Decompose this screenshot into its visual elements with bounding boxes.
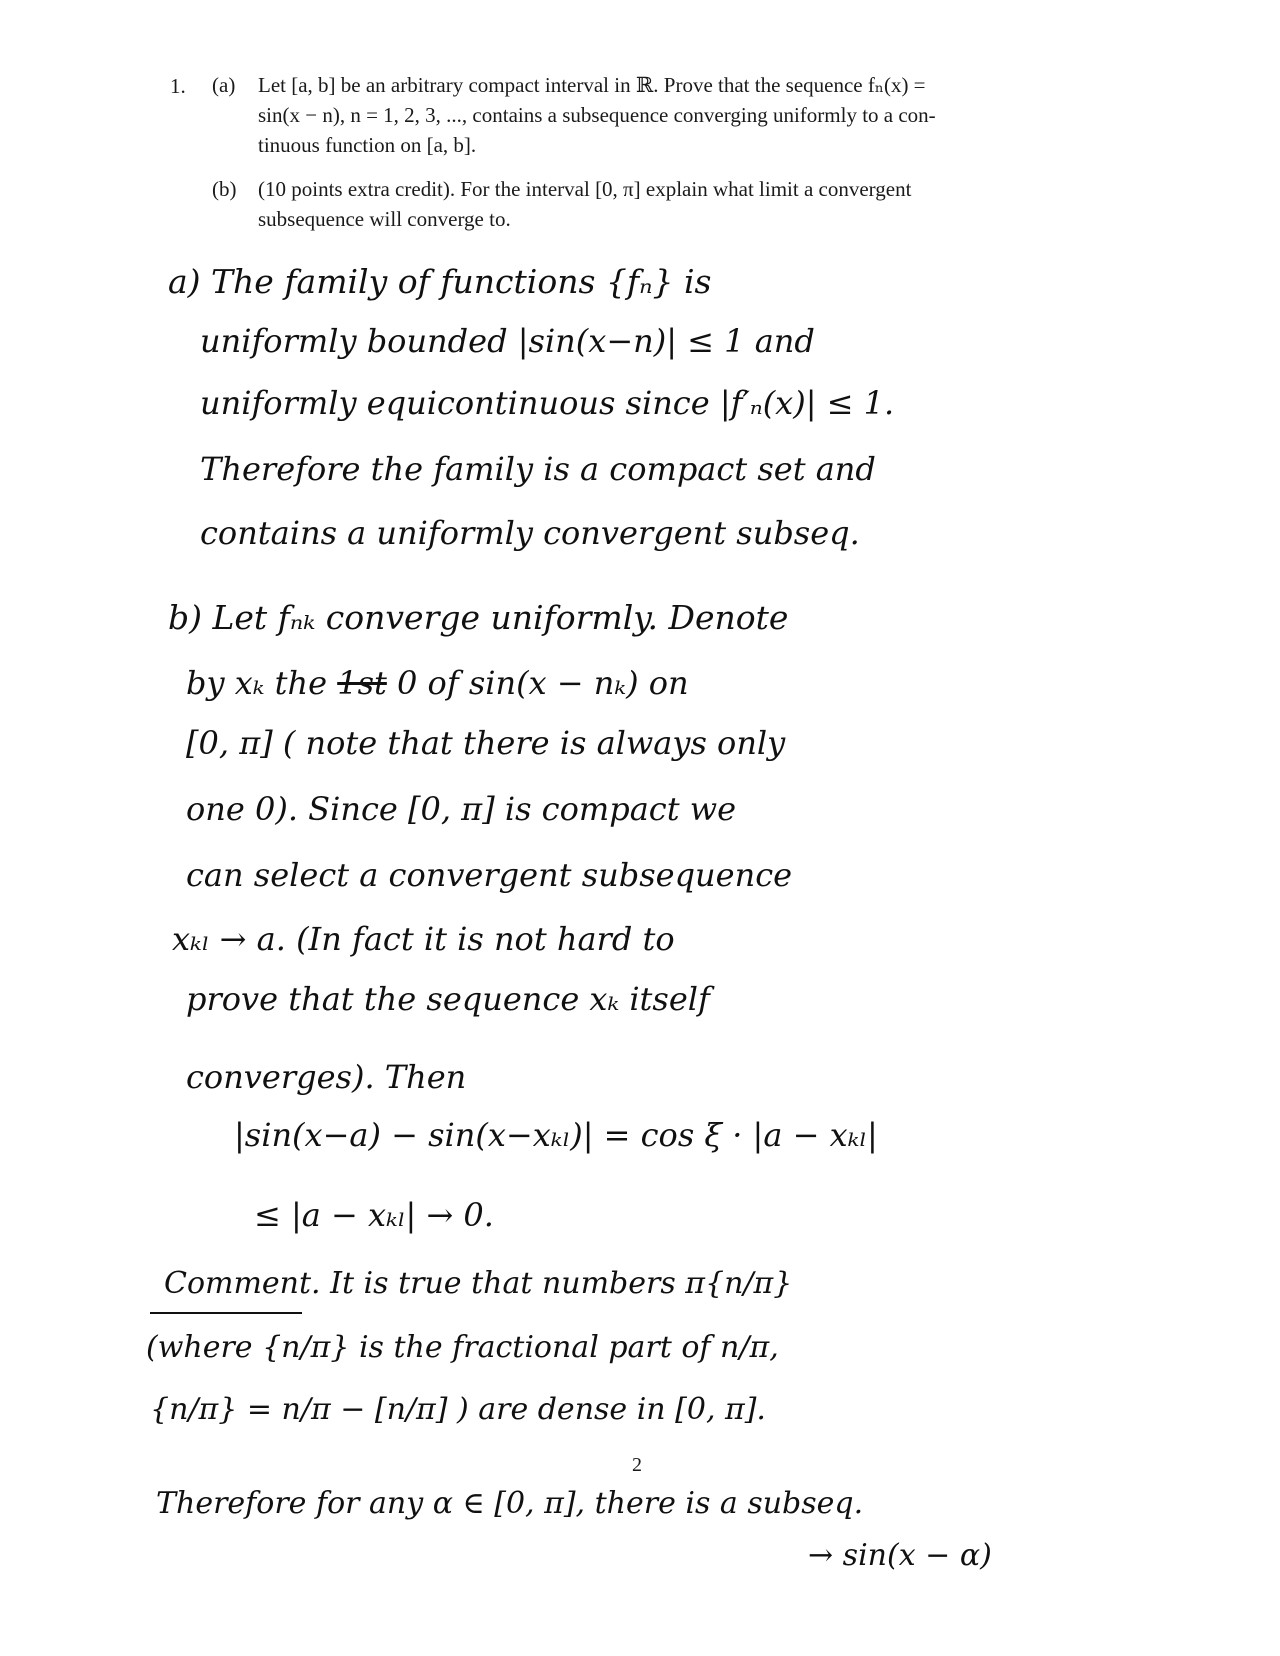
solution-a-line: a) The family of functions {fₙ} is <box>168 262 712 301</box>
part-a-label: (a) <box>212 73 236 97</box>
solution-a-line: uniformly bounded |sin(x−n)| ≤ 1 and <box>200 322 815 360</box>
equation-line: |sin(x−a) − sin(x−xₖₗ)| = cos ξ · |a − xₖₗ| <box>234 1116 878 1154</box>
comment-line: (where {n/π} is the fractional part of n/π, <box>146 1330 779 1365</box>
problem-number: 1. <box>170 74 186 98</box>
solution-a-line: Therefore the family is a compact set and <box>200 450 876 488</box>
solution-a-line: contains a uniformly convergent subseq. <box>200 514 860 552</box>
solution-b-line-rest: 0 of sin(x − nₖ) on <box>386 664 689 702</box>
solution-b-line-start: by xₖ the <box>186 664 328 702</box>
comment-line: → sin(x − α) <box>808 1538 992 1573</box>
solution-b-line <box>186 664 689 702</box>
solution-b-line: [0, π] ( note that there is always only <box>186 724 786 762</box>
part-b-label: (b) <box>212 177 237 201</box>
solution-b-line: can select a convergent subsequence <box>186 856 793 894</box>
comment-underline <box>150 1312 302 1314</box>
solution-b-line: b) Let fₙₖ converge uniformly. Denote <box>168 598 789 637</box>
part-a-line: Let [a, b] be an arbitrary compact interval in ℝ. Prove that the sequence fₙ(x) = <box>258 73 926 97</box>
struck-word: 1st <box>337 664 387 702</box>
comment-line: {n/π} = n/π − [n/π] ) are dense in [0, π]. <box>150 1392 766 1427</box>
part-b-line: subsequence will converge to. <box>258 207 511 231</box>
comment-line: Comment. It is true that numbers π{n/π} <box>164 1266 793 1301</box>
solution-a-line: uniformly equicontinuous since |f′ₙ(x)| ≤ 1. <box>200 384 895 422</box>
page-number: 2 <box>632 1454 642 1476</box>
solution-b-line: prove that the sequence xₖ itself <box>186 980 710 1018</box>
part-b-line: (10 points extra credit). For the interval [0, π] explain what limit a convergent <box>258 177 912 201</box>
part-a-line: tinuous function on [a, b]. <box>258 133 477 157</box>
part-a-line: sin(x − n), n = 1, 2, 3, ..., contains a subsequence converging uniformly to a con- <box>258 103 936 127</box>
solution-b-line: one 0). Since [0, π] is compact we <box>186 790 737 828</box>
solution-b-line: converges). Then <box>186 1058 467 1096</box>
equation-line: ≤ |a − xₖₗ| → 0. <box>254 1196 494 1234</box>
solution-b-line: xₖₗ → a. (In fact it is not hard to <box>172 920 675 958</box>
comment-line: Therefore for any α ∈ [0, π], there is a subseq. <box>156 1486 864 1521</box>
